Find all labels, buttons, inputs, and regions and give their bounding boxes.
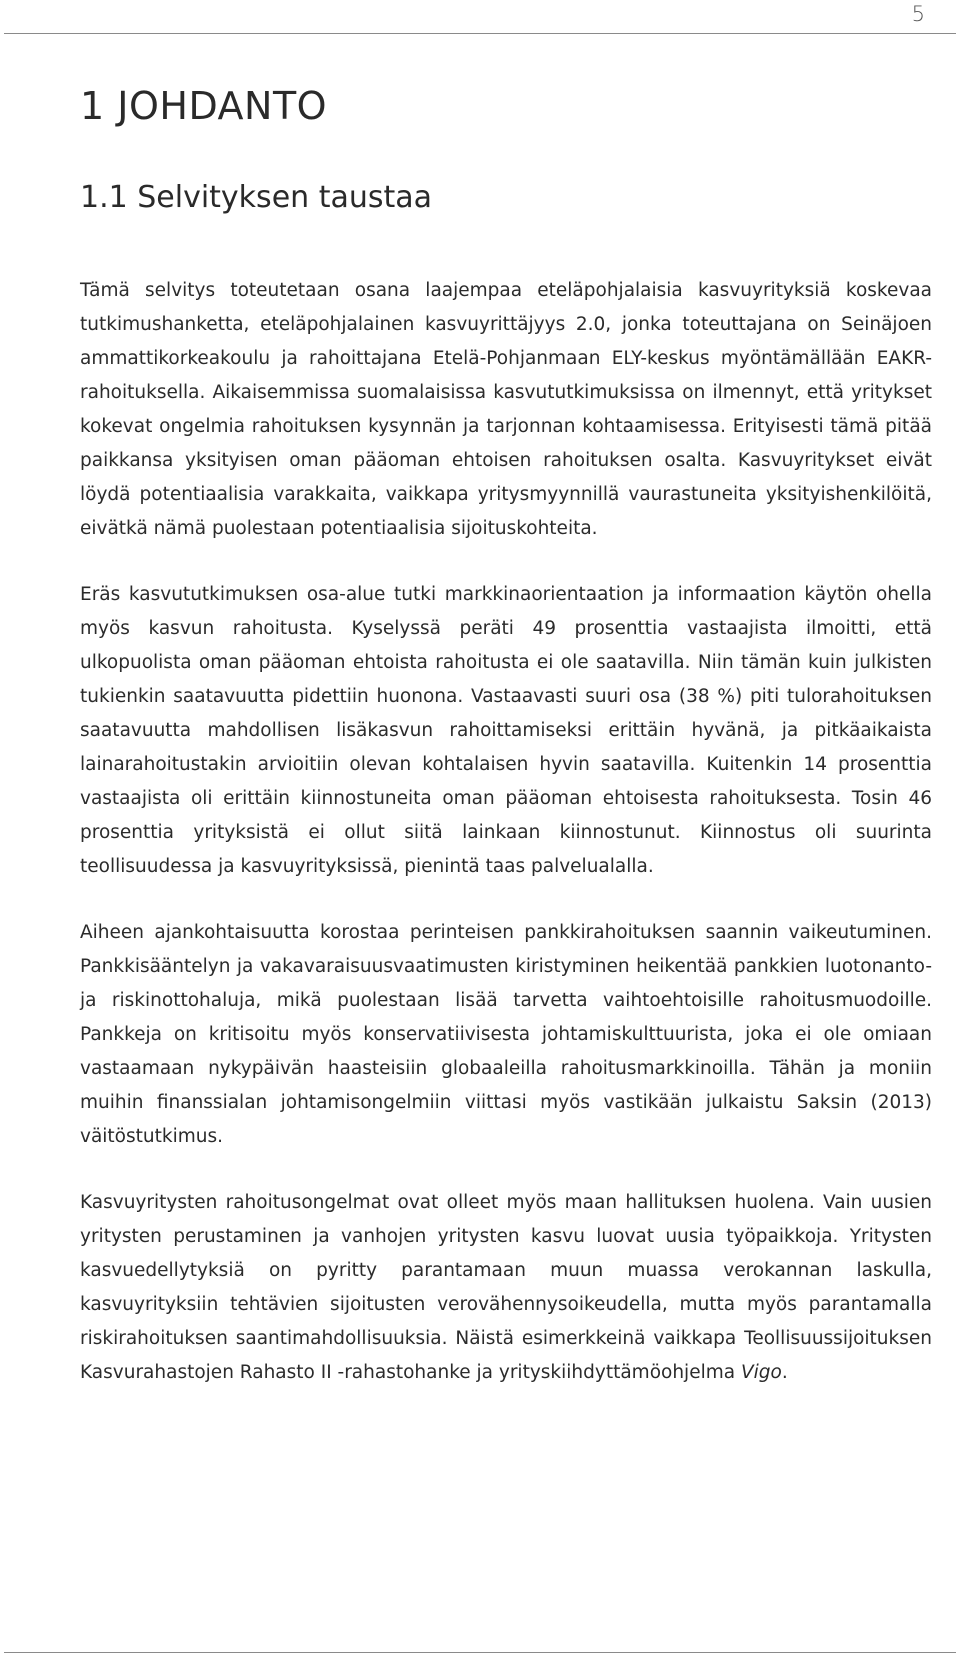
- paragraph-4-end: .: [781, 1362, 788, 1383]
- page-number: 5: [911, 2, 925, 26]
- body-text: [80, 274, 932, 1390]
- paragraph-4-text: Kasvuyritysten rahoitusongelmat ovat olleet myös maan hallituksen huolena. Vain uusien yritysten perustaminen ja vanhojen yritysten kasvu luovat uusia työpaikkoja. Yritysten kasvuedellytyksiä on pyritty parantamaan muun muassa verokannan laskulla, kasvuyrityksiin tehtävien sijoitusten verovähennysoikeudella, mutta myös parantamalla riskirahoituksen saantimahdollisuuksia. Näistä esimerkkeinä vaikkapa Teollisuussijoituksen Kasvurahastojen Rahasto II -rahastohanke ja yrityskiihdyttämöohjelma: [80, 1192, 932, 1383]
- bottom-rule: [4, 1652, 956, 1653]
- paragraph-3: Aiheen ajankohtaisuutta korostaa perinteisen pankkirahoituksen saannin vaikeutuminen. Pankkisääntelyn ja vakavaraisuusvaatimusten kiristyminen heikentää pankkien luotonanto- ja riskinottohaluja, mikä puolestaan lisää tarvetta vaihtoehtoisille rahoitusmuodoille. Pankkeja on kritisoitu myös konservatiivisesta johtamiskulttuurista, joka ei ole omiaan vastaamaan nykypäivän haasteisiin globaaleilla rahoitusmarkkinoilla. Tähän ja moniin muihin finanssialan johtamisongelmiin viittasi myös vastikään julkaistu Saksin (2013) väitöstutkimus.: [80, 922, 932, 1147]
- paragraph-2: Eräs kasvututkimuksen osa-alue tutki markkinaorientaation ja informaation käytön ohella myös kasvun rahoitusta. Kyselyssä peräti 49 prosenttia vastaajista ilmoitti, että ulkopuolista oman pääoman ehtoista rahoitusta ei ole saatavilla. Niin tämän kuin julkisten tukienkin saatavuutta pidettiin huonona. Vastaavasti suuri osa (38 %) piti tulorahoituksen saatavuutta mahdollisen lisäkasvun rahoittamiseksi erittäin hyvänä, ja pitkäaikaista lainarahoitustakin arvioitiin olevan kohtalaisen hyvin saatavilla. Kuitenkin 14 prosenttia vastaajista oli erittäin kiinnostuneita oman pääoman ehtoisesta rahoituksesta. Tosin 46 prosenttia yrityksistä ei ollut siitä lainkaan kiinnostunut. Kiinnostus oli suurinta teollisuudessa ja kasvuyrityksissä, pienintä taas palvelualalla.: [80, 584, 932, 877]
- paragraph-4: [80, 1186, 932, 1390]
- chapter-heading: 1 JOHDANTO: [80, 84, 328, 128]
- paragraph-1: Tämä selvitys toteutetaan osana laajempaa eteläpohjalaisia kasvuyrityksiä koskevaa tutkimushanketta, eteläpohjalainen kasvuyrittäjyys 2.0, jonka toteuttajana on Seinäjoen ammattikorkeakoulu ja rahoittajana Etelä-Pohjanmaan ELY-keskus myöntämällään EAKR-rahoituksella. Aikaisemmissa suomalaisissa kasvututkimuksissa on ilmennyt, että yritykset kokevat ongelmia rahoituksen kysynnän ja tarjonnan kohtaamisessa. Erityisesti tämä pitää paikkansa yksityisen oman pääoman ehtoisen rahoituksen osalta. Kasvuyritykset eivät löydä potentiaalisia varakkaita, vaikkapa yritysmyynnillä vaurastuneita yksityishenkilöitä, eivätkä nämä puolestaan potentiaalisia sijoituskohteita.: [80, 280, 932, 539]
- section-heading: 1.1 Selvityksen taustaa: [80, 180, 433, 215]
- paragraph-4-italic: Vigo: [740, 1362, 782, 1383]
- top-rule: [4, 33, 956, 34]
